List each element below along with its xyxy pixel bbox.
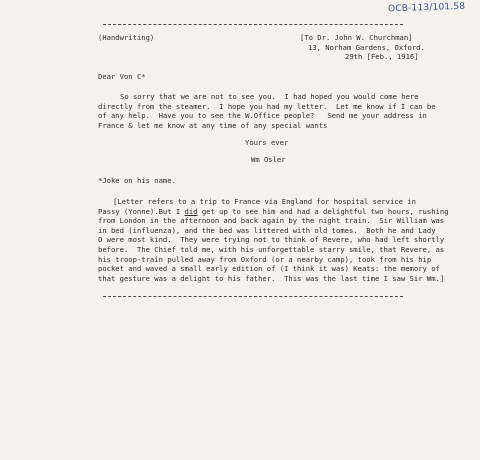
- note-line-5: O were most kind. They were trying not to think of Revere, who had left shortly: [98, 235, 445, 245]
- note-line-7: his troop-train pulled away from Oxford (or a nearby camp), took from his hip: [98, 254, 432, 264]
- header-handwriting-note: (Handwriting): [98, 33, 155, 42]
- note-line-6: before. The Chief told me, with his unforgettable starry smile, that Revere, as: [98, 245, 445, 254]
- note-line-8: pocket and waved a small early edition of (I think it was) Keats: the memory of: [98, 264, 440, 274]
- note-line-2-start: Passy (Yonne).But I: [98, 206, 185, 216]
- header-date: 29th [Feb., 1916]: [345, 52, 419, 61]
- note-line-3: from London in the afternoon and back again by the night train. Sir William was: [98, 216, 445, 226]
- header-recipient: [To Dr. John W. Churchman]: [300, 33, 413, 42]
- note-line-2: [98, 207, 449, 217]
- catalog-number: OCB-113/101.58: [387, 1, 466, 15]
- header-address: 13, Norham Gardens, Oxford.: [308, 42, 425, 52]
- signature: Wm Osler: [251, 155, 286, 164]
- salutation: Dear Von C*: [98, 72, 146, 81]
- body-line-2: directly from the steamer. I hope you had my letter. Let me know if I can be: [98, 101, 436, 111]
- body-line-3: of any help. Have you to see the W.Office people? Send me your address in: [98, 111, 427, 121]
- footnote: *Joke on his name.: [98, 176, 176, 185]
- bottom-divider: [103, 296, 403, 297]
- note-line-1: [Letter refers to a trip to France via England for hospital service in: [113, 197, 416, 206]
- body-line-4: France & let me know at any time of any special wants: [98, 120, 328, 130]
- note-emphasis: did: [184, 206, 198, 216]
- top-divider: [103, 24, 403, 25]
- body-line-1: So sorry that we are not to see you. I had hoped you would come here: [120, 92, 419, 101]
- note-line-9: that gesture was a delight to his father. This was the last time I saw Sir Wm.]: [98, 273, 445, 283]
- closing: Yours ever: [245, 138, 289, 147]
- note-line-4: in bed (influenza), and the bed was littered with old tomes. Both he and Lady: [98, 225, 436, 235]
- note-line-2-end: get up to see him and had a delightful two hours, rushing: [197, 206, 449, 216]
